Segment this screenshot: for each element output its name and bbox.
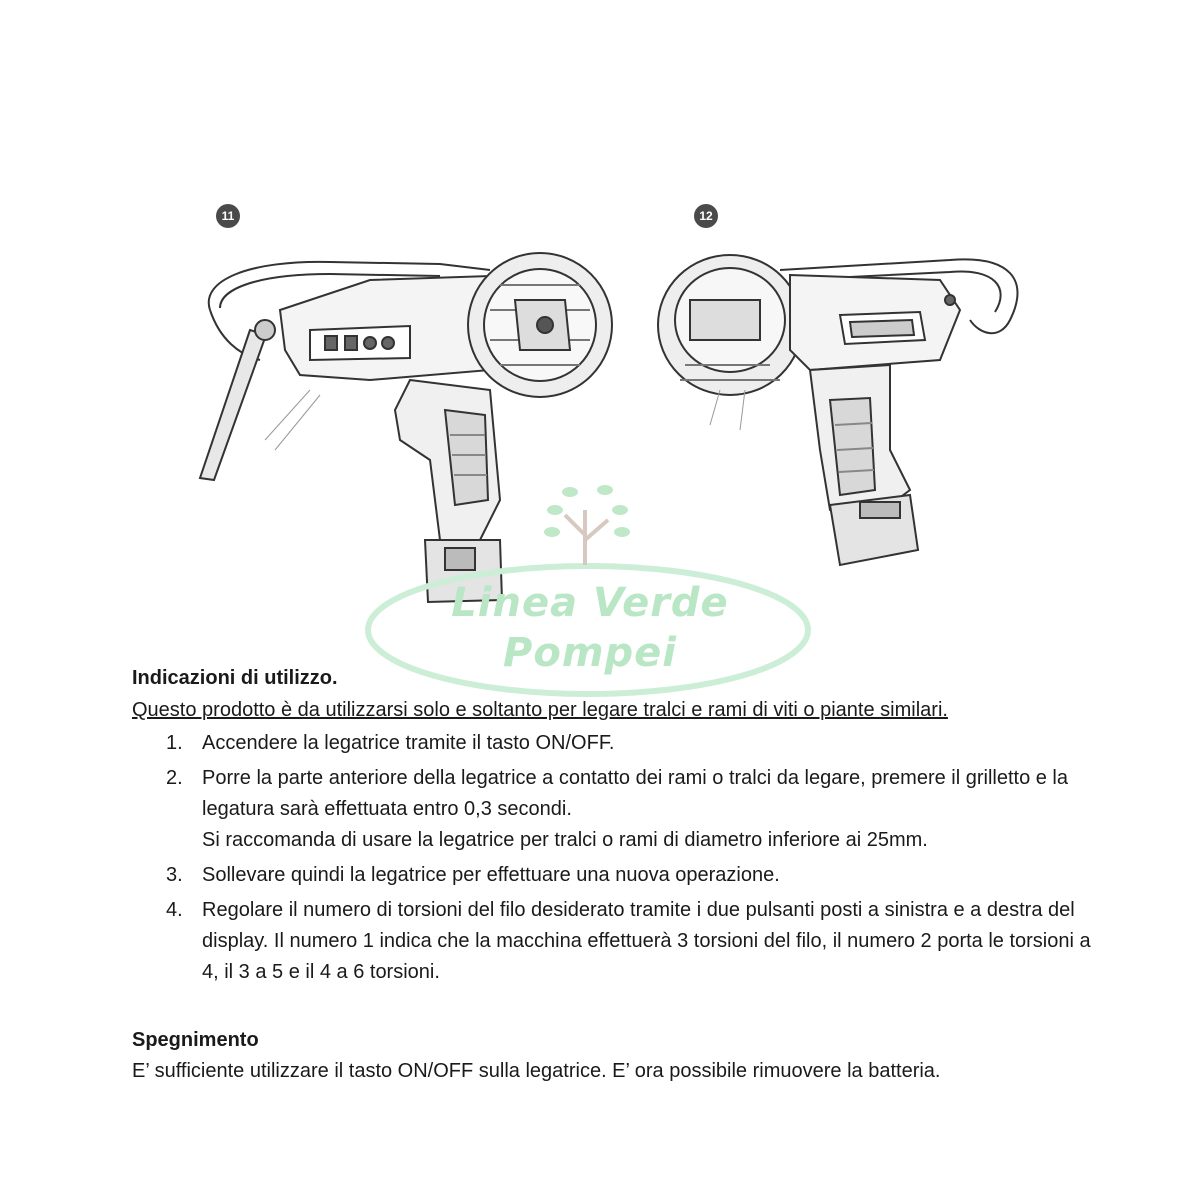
step-text: Accendere la legatrice tramite il tasto ON/OFF. [202,732,615,754]
figure-number-badge: 11 [216,204,240,228]
step-number: 4. [166,899,183,921]
tying-tool-illustration-rear [650,240,1040,580]
tying-tool-illustration-side [190,240,630,610]
shutdown-title: Spegnimento [132,1029,259,1051]
watermark-line-1: Linea Verde [451,580,729,626]
list-item [132,728,1092,759]
shutdown-text: E’ sufficiente utilizzare il tasto ON/OFF sulla legatrice. E’ ora possibile rimuovere la batteria. [132,1060,941,1082]
step-number: 1. [166,732,183,754]
list-item [132,895,1092,988]
step-number: 2. [166,767,183,789]
step-text: Porre la parte anteriore della legatrice a contatto dei rami o tralci da legare, premere il grilletto e la legatura sarà effettuata entro 0,3 secondi. [202,767,1068,820]
shutdown-section [132,1026,1092,1086]
usage-section [132,664,1092,992]
list-item [132,763,1092,856]
usage-intro: Questo prodotto è da utilizzarsi solo e soltanto per legare tralci e rami di viti o piante similari. [132,699,948,721]
step-text: Regolare il numero di torsioni del filo desiderato tramite i due pulsanti posti a sinistra e a destra del display. Il numero 1 indica che la macchina effettuerà 3 torsioni del filo, il numero 2 porta le torsioni a 4, il 3 a 5 e il 4 a 6 torsioni. [202,899,1091,983]
step-note: Si raccomanda di usare la legatrice per tralci o rami di diametro inferiore ai 25mm. [202,829,928,851]
step-number: 3. [166,864,183,886]
usage-title: Indicazioni di utilizzo. [132,667,338,689]
usage-steps-list [132,728,1092,988]
figure-number-badge: 12 [694,204,718,228]
watermark-line-2: Pompei [503,630,677,676]
list-item [132,860,1092,891]
step-text: Sollevare quindi la legatrice per effettuare una nuova operazione. [202,864,780,886]
